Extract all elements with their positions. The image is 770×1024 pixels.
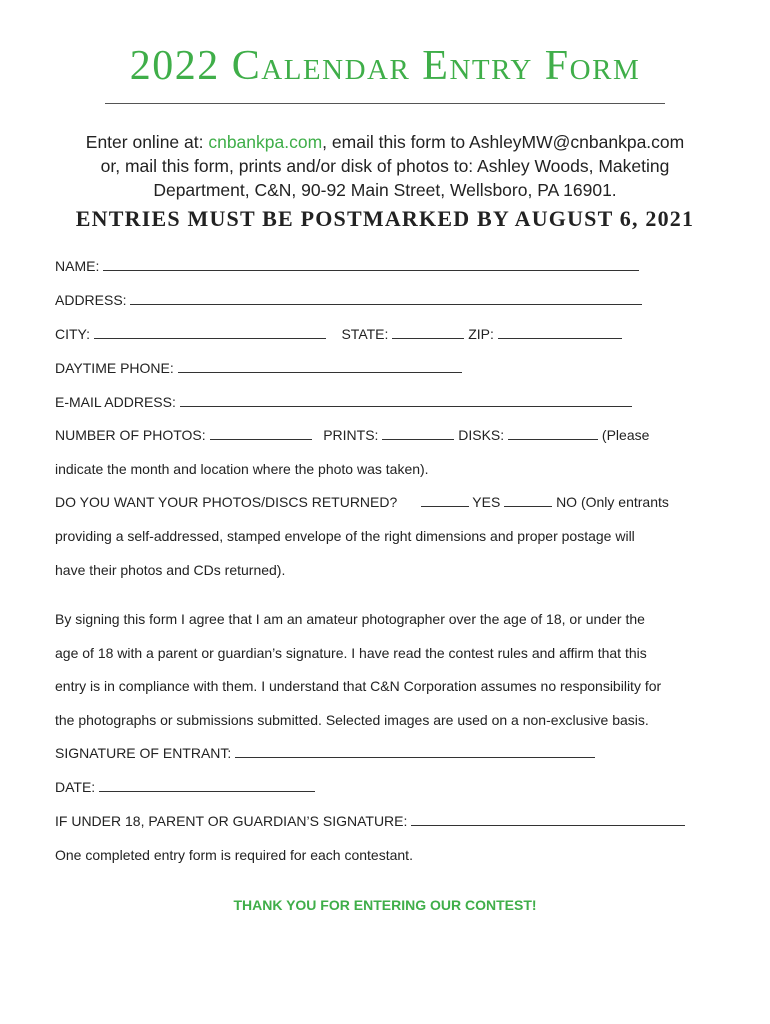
zip-field[interactable] [498,326,622,339]
date-field[interactable] [99,779,315,792]
disks-field[interactable] [508,427,598,440]
prints-field[interactable] [382,427,454,440]
deadline-heading: ENTRIES MUST BE POSTMARKED BY AUGUST 6, 2021 [75,206,695,231]
entrant-signature-label: SIGNATURE OF ENTRANT: [55,745,232,761]
prints-label: PRINTS: [323,427,379,443]
name-field[interactable] [103,258,639,271]
zip-label: ZIP: [468,326,494,342]
num-photos-field[interactable] [210,427,312,440]
city-field[interactable] [94,326,326,339]
phone-field[interactable] [178,360,462,373]
no-field[interactable] [504,494,552,507]
return-note-line-2: have their photos and CDs returned). [55,562,286,578]
website-link[interactable]: cnbankpa.com [208,132,323,152]
email-label: E-MAIL ADDRESS: [55,394,176,410]
phone-row [55,360,462,376]
email-field[interactable] [180,394,632,407]
footnote: One completed entry form is required for each contestant. [55,847,413,863]
date-row [55,779,315,795]
entrant-signature-field[interactable] [235,745,595,758]
intro-prefix: Enter online at: [85,132,209,152]
entrant-signature-row [55,745,595,761]
name-row [55,258,639,274]
yes-field[interactable] [421,494,469,507]
please-text: (Please [601,427,650,443]
guardian-signature-field[interactable] [411,813,685,826]
city-label: CITY: [55,326,91,342]
yes-label: YES [472,494,501,510]
city-state-zip-row [55,326,622,342]
address-row [55,292,642,308]
date-label: DATE: [55,779,96,795]
phone-label: DAYTIME PHONE: [55,360,174,376]
no-label: NO (Only entrants [556,494,669,510]
thank-you-message: THANK YOU FOR ENTERING OUR CONTEST! [233,897,537,913]
intro-line-2: or, mail this form, prints and/or disk of photos to: Ashley Woods, Maketing [100,156,670,176]
title-divider [105,103,665,104]
return-note-line-1: providing a self-addressed, stamped envelope of the right dimensions and proper postage will [55,528,635,544]
address-label: ADDRESS: [55,292,127,308]
form-title: 2022 Calendar Entry Form [129,43,641,89]
num-photos-label: NUMBER OF PHOTOS: [55,427,206,443]
address-field[interactable] [130,292,642,305]
agreement-line-3: entry is in compliance with them. I understand that C&N Corporation assumes no responsibility for [55,678,662,694]
intro-paragraph [40,130,730,202]
agreement-line-1: By signing this form I agree that I am an amateur photographer over the age of 18, or under the [55,611,645,627]
intro-line-3: Department, C&N, 90-92 Main Street, Wellsboro, PA 16901. [153,180,617,200]
state-label: STATE: [341,326,389,342]
agreement-line-2: age of 18 with a parent or guardian’s signature. I have read the contest rules and affirm that this [55,645,647,661]
guardian-signature-row [55,813,685,829]
intro-email: , email this form to AshleyMW@cnbankpa.com [322,132,685,152]
returned-row [55,494,669,510]
intro-line-1 [40,130,730,154]
guardian-signature-label: IF UNDER 18, PARENT OR GUARDIAN’S SIGNATURE: [55,813,408,829]
photos-row [55,427,649,443]
state-field[interactable] [392,326,464,339]
email-row [55,394,632,410]
agreement-line-4: the photographs or submissions submitted. Selected images are used on a non-exclusive basis. [55,712,649,728]
indicate-row: indicate the month and location where the photo was taken). [55,461,429,477]
returned-question: DO YOU WANT YOUR PHOTOS/DISCS RETURNED? [55,494,398,510]
disks-label: DISKS: [458,427,505,443]
name-label: NAME: [55,258,100,274]
